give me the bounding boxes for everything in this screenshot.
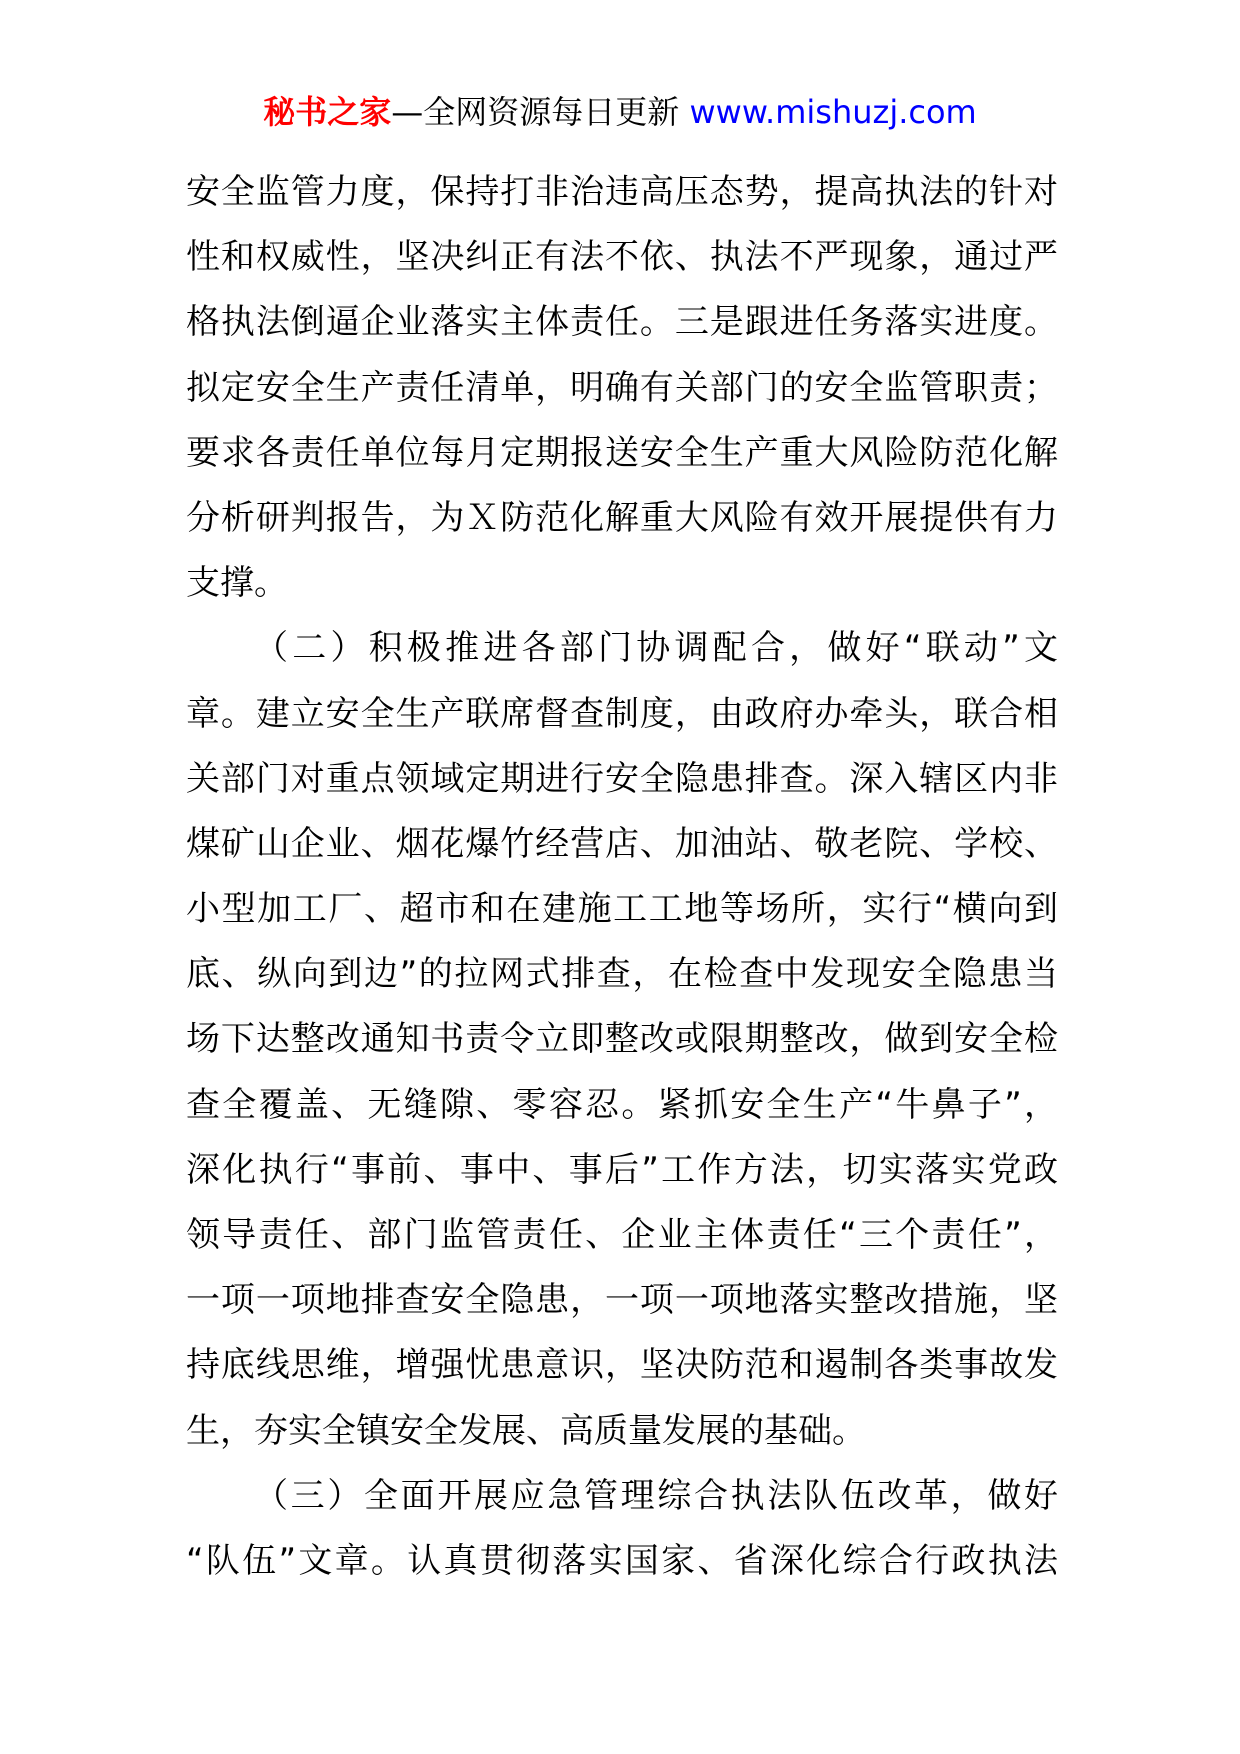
text-line: 分析研判报告，为Ｘ防范化解重大风险有效开展提供有力 [186,497,1058,538]
watermark-header [0,92,1240,132]
text-line: 场下达整改通知书责令立即整改或限期整改，做到安全检 [186,1019,1058,1060]
brand-name: 秘书之家 [263,93,392,131]
text-line: 一项一项地排查安全隐患，一项一项地落实整改措施，坚 [186,1280,1058,1321]
site-url[interactable]: www.mishuzj.com [689,93,977,131]
text-line: 查全覆盖、无缝隙、零容忍。紧抓安全生产“牛鼻子”， [186,1084,1058,1125]
text-line: 小型加工厂、超市和在建施工工地等场所，实行“横向到 [186,889,1058,930]
text-line: 深化执行“事前、事中、事后”工作方法，切实落实党政 [186,1149,1058,1190]
header-slogan: —全网资源每日更新 [391,93,690,131]
section-heading-line: （三）全面开展应急管理综合执法队伍改革，做好 [254,1475,1058,1516]
text-line: 领导责任、部门监管责任、企业主体责任“三个责任”， [186,1215,1058,1255]
text-line: 安全监管力度，保持打非治违高压态势，提高执法的针对 [186,172,1058,212]
text-line: 支撑。 [186,563,288,604]
text-line: 生，夯实全镇安全发展、高质量发展的基础。 [186,1410,866,1451]
text-line: 性和权威性，坚决纠正有法不依、执法不严现象，通过严 [186,237,1058,278]
text-line: 煤矿山企业、烟花爆竹经营店、加油站、敬老院、学校、 [186,823,1058,864]
text-line: “队伍”文章。认真贯彻落实国家、省深化综合行政执法 [186,1540,1058,1581]
section-heading-line: （二）积极推进各部门协调配合，做好“联动”文 [254,628,1058,669]
text-line: 格执法倒逼企业落实主体责任。三是跟进任务落实进度。 [186,302,1058,343]
text-line: 拟定安全生产责任清单，明确有关部门的安全监管职责； [186,367,1058,408]
text-line: 底、纵向到边”的拉网式排查，在检查中发现安全隐患当 [186,954,1058,995]
text-line: 持底线思维，增强忧患意识，坚决防范和遏制各类事故发 [186,1345,1058,1386]
text-line: 关部门对重点领域定期进行安全隐患排查。深入辖区内非 [186,758,1058,799]
text-line: 要求各责任单位每月定期报送安全生产重大风险防范化解 [186,432,1058,473]
document-body [186,160,1058,1594]
text-line: 章。建立安全生产联席督查制度，由政府办牵头，联合相 [186,693,1058,734]
